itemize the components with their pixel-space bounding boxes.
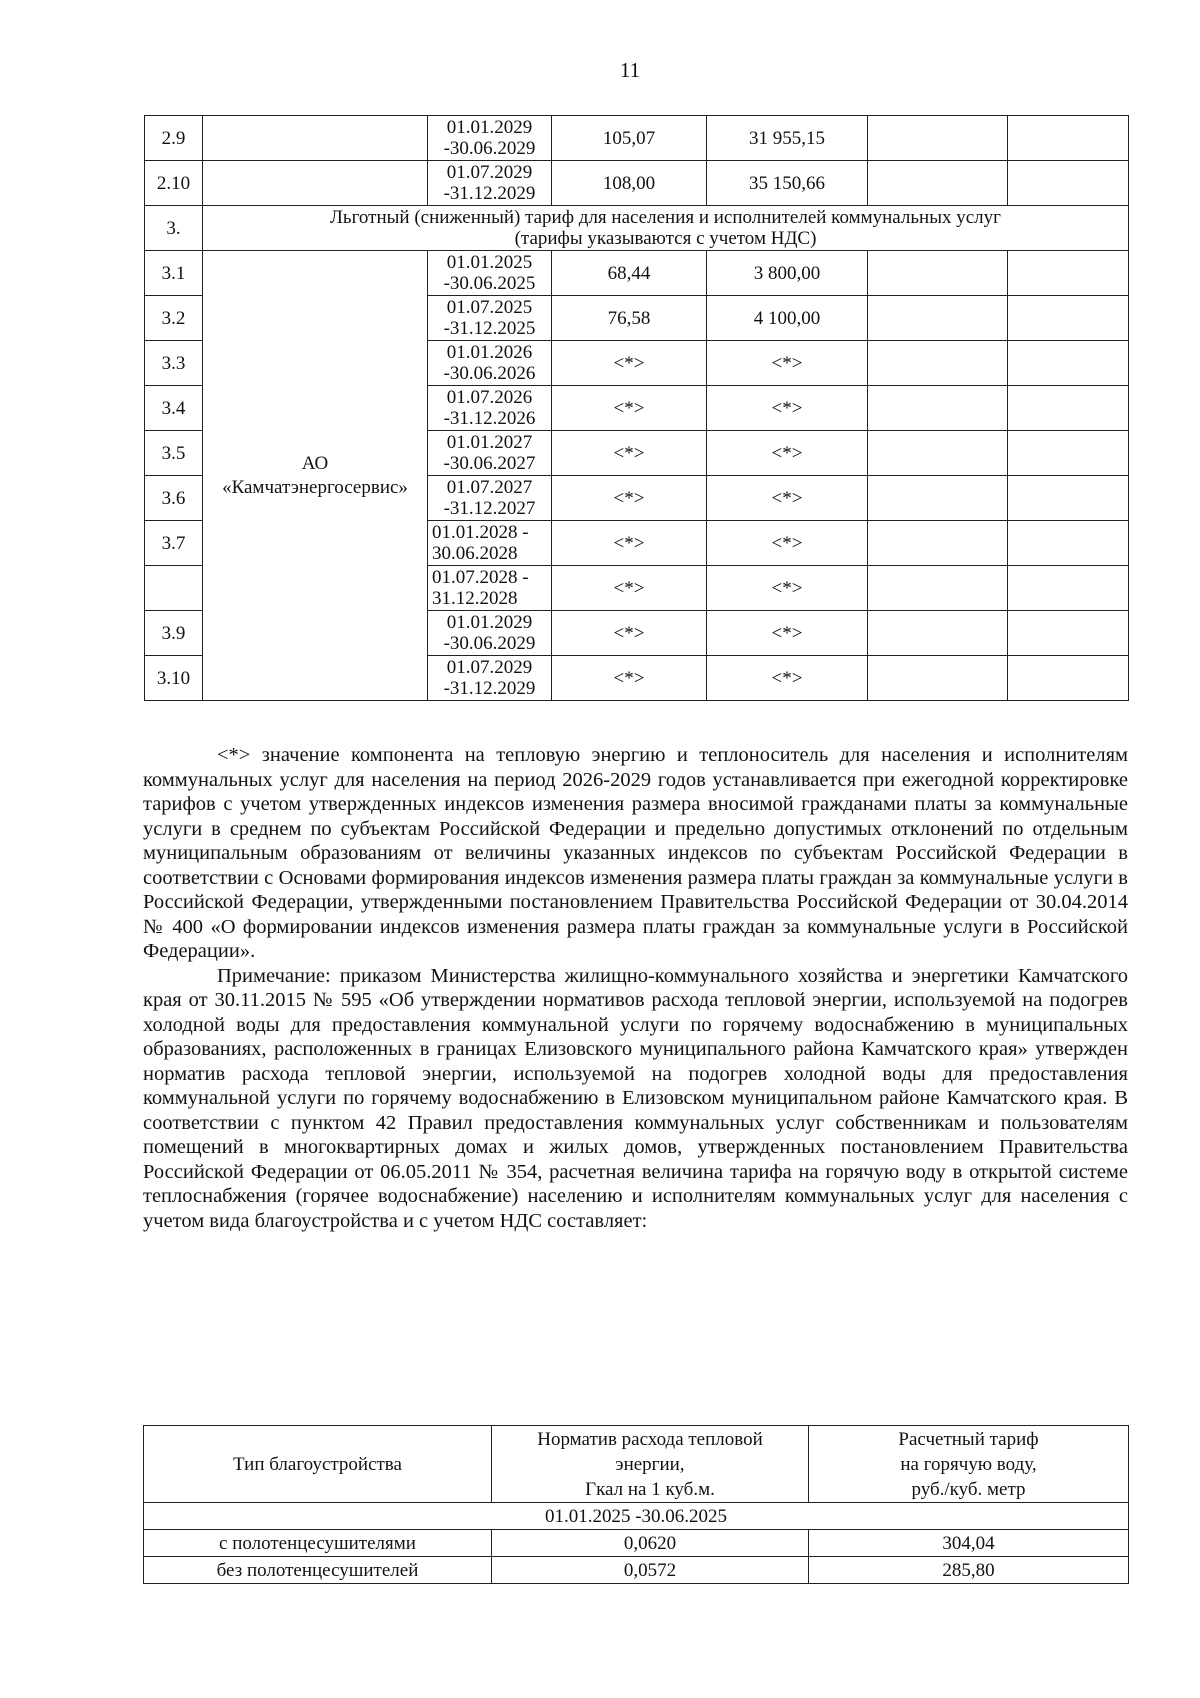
- type-cell: с полотенцесушителями: [144, 1530, 492, 1557]
- empty-cell: [1008, 476, 1129, 521]
- row-number: 3.1: [145, 251, 203, 296]
- value-cell: <*>: [707, 386, 868, 431]
- row-number: 3.5: [145, 431, 203, 476]
- org-cell: [203, 116, 428, 161]
- period-cell: 01.07.2029 -31.12.2029: [428, 161, 552, 206]
- empty-cell: [868, 476, 1008, 521]
- empty-cell: [1008, 116, 1129, 161]
- tariff-cell: <*>: [552, 656, 707, 701]
- value-cell: <*>: [707, 521, 868, 566]
- value-cell: <*>: [707, 566, 868, 611]
- section-number: 3.: [145, 206, 203, 251]
- org-cell: [203, 161, 428, 206]
- period-cell: 01.07.2029 -31.12.2029: [428, 656, 552, 701]
- period-cell: 01.01.2027 -30.06.2027: [428, 431, 552, 476]
- footnote-text: <*> значение компонента на тепловую энергию и теплоноситель для населения и исполнителям коммунальных услуг для населения на период 2026-2029 годов устанавливается при ежегодной корректировке тарифов с учетом утвержденных индексов изменения размера вносимой гражданами платы за коммунальные услуги в среднем по субъектам Российской Федерации и предельно допустимых отклонений по отдельным муниципальным образованиям от величины указанных индексов по субъектам Российской Федерации в соответствии с Основами формирования индексов изменения размера платы граждан за коммунальные услуги в Российской Федерации, утвержденными постановлением Правительства Российской Федерации от 30.04.2014 № 400 «О формировании индексов изменения размера платы граждан за коммунальные услуги в Российской Федерации».: [143, 744, 1128, 962]
- table-row: [145, 116, 1129, 161]
- table-row: [144, 1557, 1129, 1584]
- section-row: [145, 206, 1129, 251]
- empty-cell: [868, 386, 1008, 431]
- tariff-cell: <*>: [552, 431, 707, 476]
- norm-table: [143, 1425, 1129, 1584]
- empty-cell: [868, 656, 1008, 701]
- row-number: 3.3: [145, 341, 203, 386]
- row-number: 3.4: [145, 386, 203, 431]
- empty-cell: [868, 296, 1008, 341]
- table-row: [145, 251, 1129, 296]
- empty-cell: [1008, 161, 1129, 206]
- period-cell: 01.01.2029 -30.06.2029: [428, 116, 552, 161]
- empty-cell: [1008, 386, 1129, 431]
- period-cell: 01.07.2026 -31.12.2026: [428, 386, 552, 431]
- organization-name: АО «Камчатэнергосервис»: [203, 251, 428, 701]
- note-text: Примечание: приказом Министерства жилищно-коммунального хозяйства и энергетики Камчатского края от 30.11.2015 № 595 «Об утверждении нормативов расхода тепловой энергии, используемой на подогрев холодной воды для предоставления коммунальной услуги по горячему водоснабжению в муниципальных образованиях, расположенных в границах Елизовского муниципального района Камчатского края» утвержден норматив расхода тепловой энергии, используемой на подогрев холодной воды для предоставления коммунальной услуги по горячему водоснабжению в Елизовском муниципальном районе Камчатского края. В соответствии с пунктом 42 Правил предоставления коммунальных услуг собственникам и пользователям помещений в многоквартирных домах и жилых домов, утвержденных постановлением Правительства Российской Федерации от 06.05.2011 № 354, расчетная величина тарифа на горячую воду в открытой системе теплоснабжения (горячее водоснабжение) населению и исполнителям коммунальных услуг для населения с учетом вида благоустройства и с учетом НДС составляет:: [143, 964, 1128, 1232]
- tariff-cell: 68,44: [552, 251, 707, 296]
- row-number: 3.10: [145, 656, 203, 701]
- value-cell: 31 955,15: [707, 116, 868, 161]
- row-number: 3.2: [145, 296, 203, 341]
- period-cell: 01.01.2025 -30.06.2025: [428, 251, 552, 296]
- empty-cell: [868, 431, 1008, 476]
- empty-cell: [1008, 656, 1129, 701]
- section-title: Льготный (сниженный) тариф для населения и исполнителей коммунальных услуг (тарифы указываются с учетом НДС): [203, 206, 1129, 251]
- tariff-table: [144, 115, 1129, 701]
- period-label: 01.01.2025 -30.06.2025: [144, 1503, 1129, 1530]
- row-number: [145, 566, 203, 611]
- norm-cell: 0,0620: [492, 1530, 809, 1557]
- value-cell: <*>: [707, 656, 868, 701]
- row-number: 3.9: [145, 611, 203, 656]
- tariff-cell: <*>: [552, 611, 707, 656]
- period-cell: 01.07.2028 - 31.12.2028: [428, 566, 552, 611]
- empty-cell: [868, 521, 1008, 566]
- empty-cell: [868, 116, 1008, 161]
- period-cell: 01.01.2028 - 30.06.2028: [428, 521, 552, 566]
- header-row: [144, 1426, 1129, 1503]
- empty-cell: [868, 566, 1008, 611]
- tariff-cell: <*>: [552, 521, 707, 566]
- page-number: 11: [619, 58, 641, 82]
- period-cell: 01.07.2025 -31.12.2025: [428, 296, 552, 341]
- tariff-cell: <*>: [552, 476, 707, 521]
- type-cell: без полотенцесушителей: [144, 1557, 492, 1584]
- tariff-cell: 304,04: [809, 1530, 1129, 1557]
- value-cell: 3 800,00: [707, 251, 868, 296]
- tariff-cell: 285,80: [809, 1557, 1129, 1584]
- period-cell: 01.01.2026 -30.06.2026: [428, 341, 552, 386]
- row-number: 2.10: [145, 161, 203, 206]
- tariff-cell: <*>: [552, 386, 707, 431]
- table-row: [145, 161, 1129, 206]
- empty-cell: [868, 161, 1008, 206]
- header-tariff: Расчетный тариф на горячую воду, руб./куб. метр: [809, 1426, 1129, 1503]
- value-cell: 4 100,00: [707, 296, 868, 341]
- row-number: 3.6: [145, 476, 203, 521]
- empty-cell: [868, 251, 1008, 296]
- value-cell: <*>: [707, 341, 868, 386]
- empty-cell: [868, 611, 1008, 656]
- row-number: 3.7: [145, 521, 203, 566]
- empty-cell: [1008, 251, 1129, 296]
- empty-cell: [1008, 341, 1129, 386]
- table-row: [144, 1530, 1129, 1557]
- tariff-cell: 108,00: [552, 161, 707, 206]
- norm-cell: 0,0572: [492, 1557, 809, 1584]
- empty-cell: [1008, 521, 1129, 566]
- empty-cell: [1008, 431, 1129, 476]
- tariff-cell: <*>: [552, 566, 707, 611]
- empty-cell: [1008, 611, 1129, 656]
- period-row: [144, 1503, 1129, 1530]
- tariff-cell: 76,58: [552, 296, 707, 341]
- period-cell: 01.01.2029 -30.06.2029: [428, 611, 552, 656]
- value-cell: 35 150,66: [707, 161, 868, 206]
- footnote-block: [143, 743, 1128, 1233]
- tariff-cell: 105,07: [552, 116, 707, 161]
- empty-cell: [1008, 296, 1129, 341]
- header-type: Тип благоустройства: [144, 1426, 492, 1503]
- value-cell: <*>: [707, 611, 868, 656]
- row-number: 2.9: [145, 116, 203, 161]
- value-cell: <*>: [707, 476, 868, 521]
- header-norm: Норматив расхода тепловой энергии, Гкал на 1 куб.м.: [492, 1426, 809, 1503]
- value-cell: <*>: [707, 431, 868, 476]
- tariff-cell: <*>: [552, 341, 707, 386]
- period-cell: 01.07.2027 -31.12.2027: [428, 476, 552, 521]
- empty-cell: [1008, 566, 1129, 611]
- empty-cell: [868, 341, 1008, 386]
